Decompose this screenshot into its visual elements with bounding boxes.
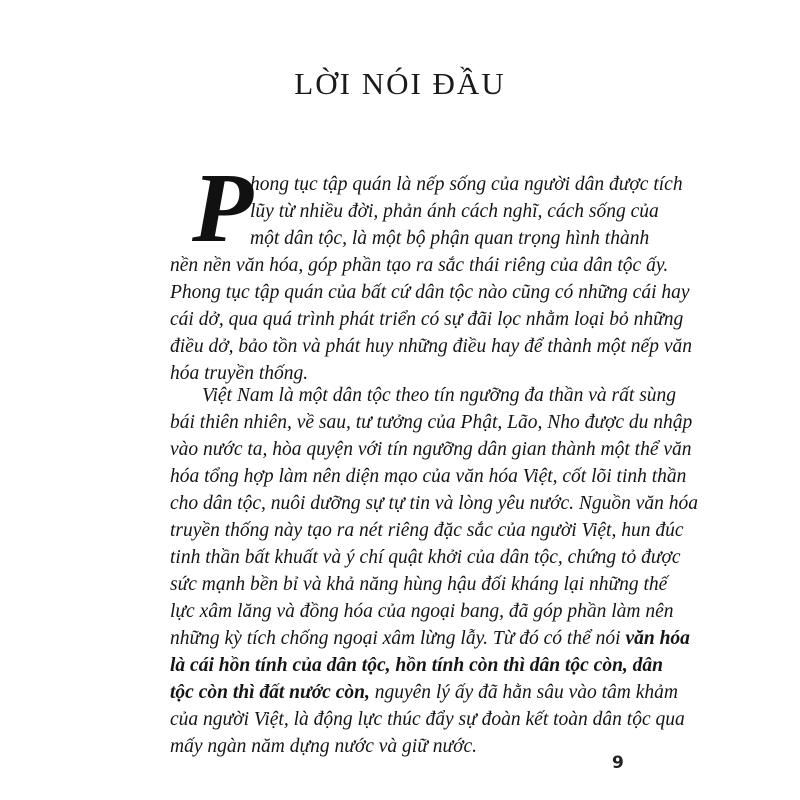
text-segment: điều dở, bảo tồn và phát huy những điều hay để thành một nếp văn	[170, 336, 692, 357]
text-segment: nền nền văn hóa, góp phần tạo ra sắc thái riêng của dân tộc ấy.	[170, 255, 669, 276]
text-segment: của người Việt, là động lực thúc đẩy sự đoàn kết toàn dân tộc qua	[170, 709, 685, 730]
text-line	[170, 625, 690, 652]
text-line	[170, 382, 677, 409]
text-line	[170, 436, 692, 463]
text-segment: cái dở, qua quá trình phát triển có sự đãi lọc nhằm loại bỏ những	[170, 309, 684, 330]
bold-text: tộc còn thì đất nước còn,	[170, 682, 370, 703]
paragraph-2	[170, 382, 699, 760]
text-segment: sức mạnh bền bỉ và khả năng hùng hậu đối kháng lại những thế	[170, 574, 668, 595]
text-segment: những kỳ tích chống ngoại xâm lừng lẫy. Từ đó có thể nói	[170, 628, 626, 649]
text-line	[170, 598, 674, 625]
text-segment: nguyên lý ấy đã hằn sâu vào tâm khảm	[369, 682, 678, 703]
text-line	[170, 652, 664, 679]
text-segment: Việt Nam là một dân tộc theo tín ngưỡng đa thần và rất sùng	[202, 385, 677, 406]
text-segment: vào nước ta, hòa quyện với tín ngưỡng dân gian thành một thể văn	[170, 439, 692, 460]
text-segment: Phong tục tập quán của bất cứ dân tộc nào cũng có những cái hay	[170, 282, 690, 303]
text-segment: cho dân tộc, nuôi dưỡng sự tự tin và lòng yêu nước. Nguồn văn hóa	[170, 493, 699, 514]
drop-cap: P	[192, 152, 254, 263]
paragraph-1	[170, 171, 692, 387]
text-line	[170, 544, 681, 571]
text-line	[170, 279, 690, 306]
text-segment: tinh thần bất khuất và ý chí quật khởi của dân tộc, chứng tỏ được	[170, 547, 681, 568]
text-line	[170, 171, 683, 198]
text-line	[170, 306, 684, 333]
text-line	[170, 733, 631, 760]
text-line	[170, 490, 699, 517]
text-line	[170, 517, 684, 544]
text-segment: lũy từ nhiều đời, phản ánh cách nghĩ, cách sống của	[250, 201, 659, 222]
text-segment: một dân tộc, là một bộ phận quan trọng hình thành	[250, 228, 650, 249]
text-line	[170, 198, 659, 225]
text-line	[170, 463, 687, 490]
text-segment: hóa truyền thống.	[170, 363, 309, 384]
page-number: 9	[612, 753, 624, 773]
text-line	[170, 706, 685, 733]
text-line	[170, 409, 693, 436]
bold-text: là cái hồn tính của dân tộc, hồn tính còn thì dân tộc còn, dân	[170, 655, 664, 676]
page-title: LỜI NÓI ĐẦU	[294, 66, 506, 101]
text-segment: lực xâm lăng và đồng hóa của ngoại bang, đã góp phần làm nên	[170, 601, 674, 622]
text-line	[170, 333, 692, 360]
text-line	[170, 252, 669, 279]
text-segment: mấy ngàn năm dựng nước và giữ nước.	[170, 736, 478, 757]
text-segment: hong tục tập quán là nếp sống của người dân được tích	[250, 174, 683, 195]
text-segment: bái thiên nhiên, về sau, tư tưởng của Phật, Lão, Nho được du nhập	[170, 412, 693, 433]
bold-text: văn hóa	[625, 628, 690, 649]
text-line	[170, 571, 668, 598]
text-line	[170, 679, 678, 706]
text-line	[170, 225, 650, 252]
text-segment: hóa tổng hợp làm nên diện mạo của văn hóa Việt, cốt lõi tinh thần	[170, 466, 687, 487]
text-segment: truyền thống này tạo ra nét riêng đặc sắc của người Việt, hun đúc	[170, 520, 684, 541]
